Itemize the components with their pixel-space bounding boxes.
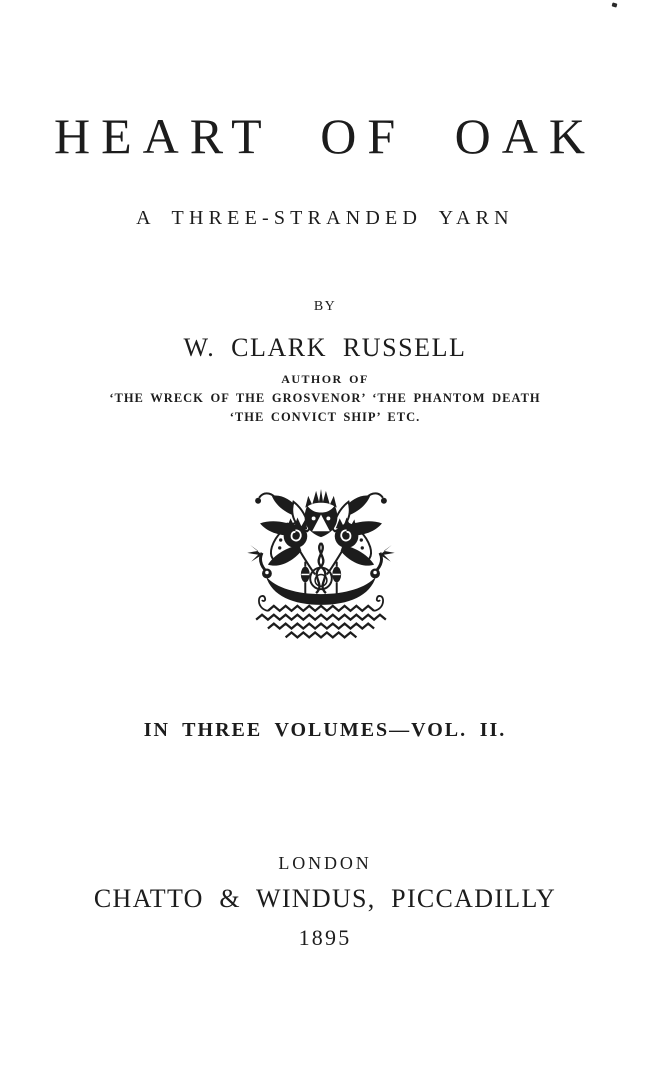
- book-subtitle: A THREE-STRANDED YARN: [136, 207, 514, 229]
- byline: BY: [313, 299, 337, 314]
- scan-speck: [612, 2, 618, 7]
- publisher-device-icon: [242, 486, 400, 658]
- author-of-label: AUTHOR OF: [281, 372, 369, 386]
- author-name: W. CLARK RUSSELL: [183, 333, 467, 362]
- book-title: HEART OF OAK: [54, 108, 596, 164]
- imprint-publisher: CHATTO & WINDUS, PICCADILLY: [93, 884, 557, 913]
- edition-line: IN THREE VOLUMES—VOL. II.: [143, 719, 507, 741]
- credit-line-2: ‘THE CONVICT SHIP’ ETC.: [229, 410, 421, 424]
- credit-line-1: ‘THE WRECK OF THE GROSVENOR’ ‘THE PHANTOM DEATH: [109, 391, 541, 405]
- imprint-year: 1895: [298, 925, 352, 950]
- imprint-city: LONDON: [278, 853, 372, 873]
